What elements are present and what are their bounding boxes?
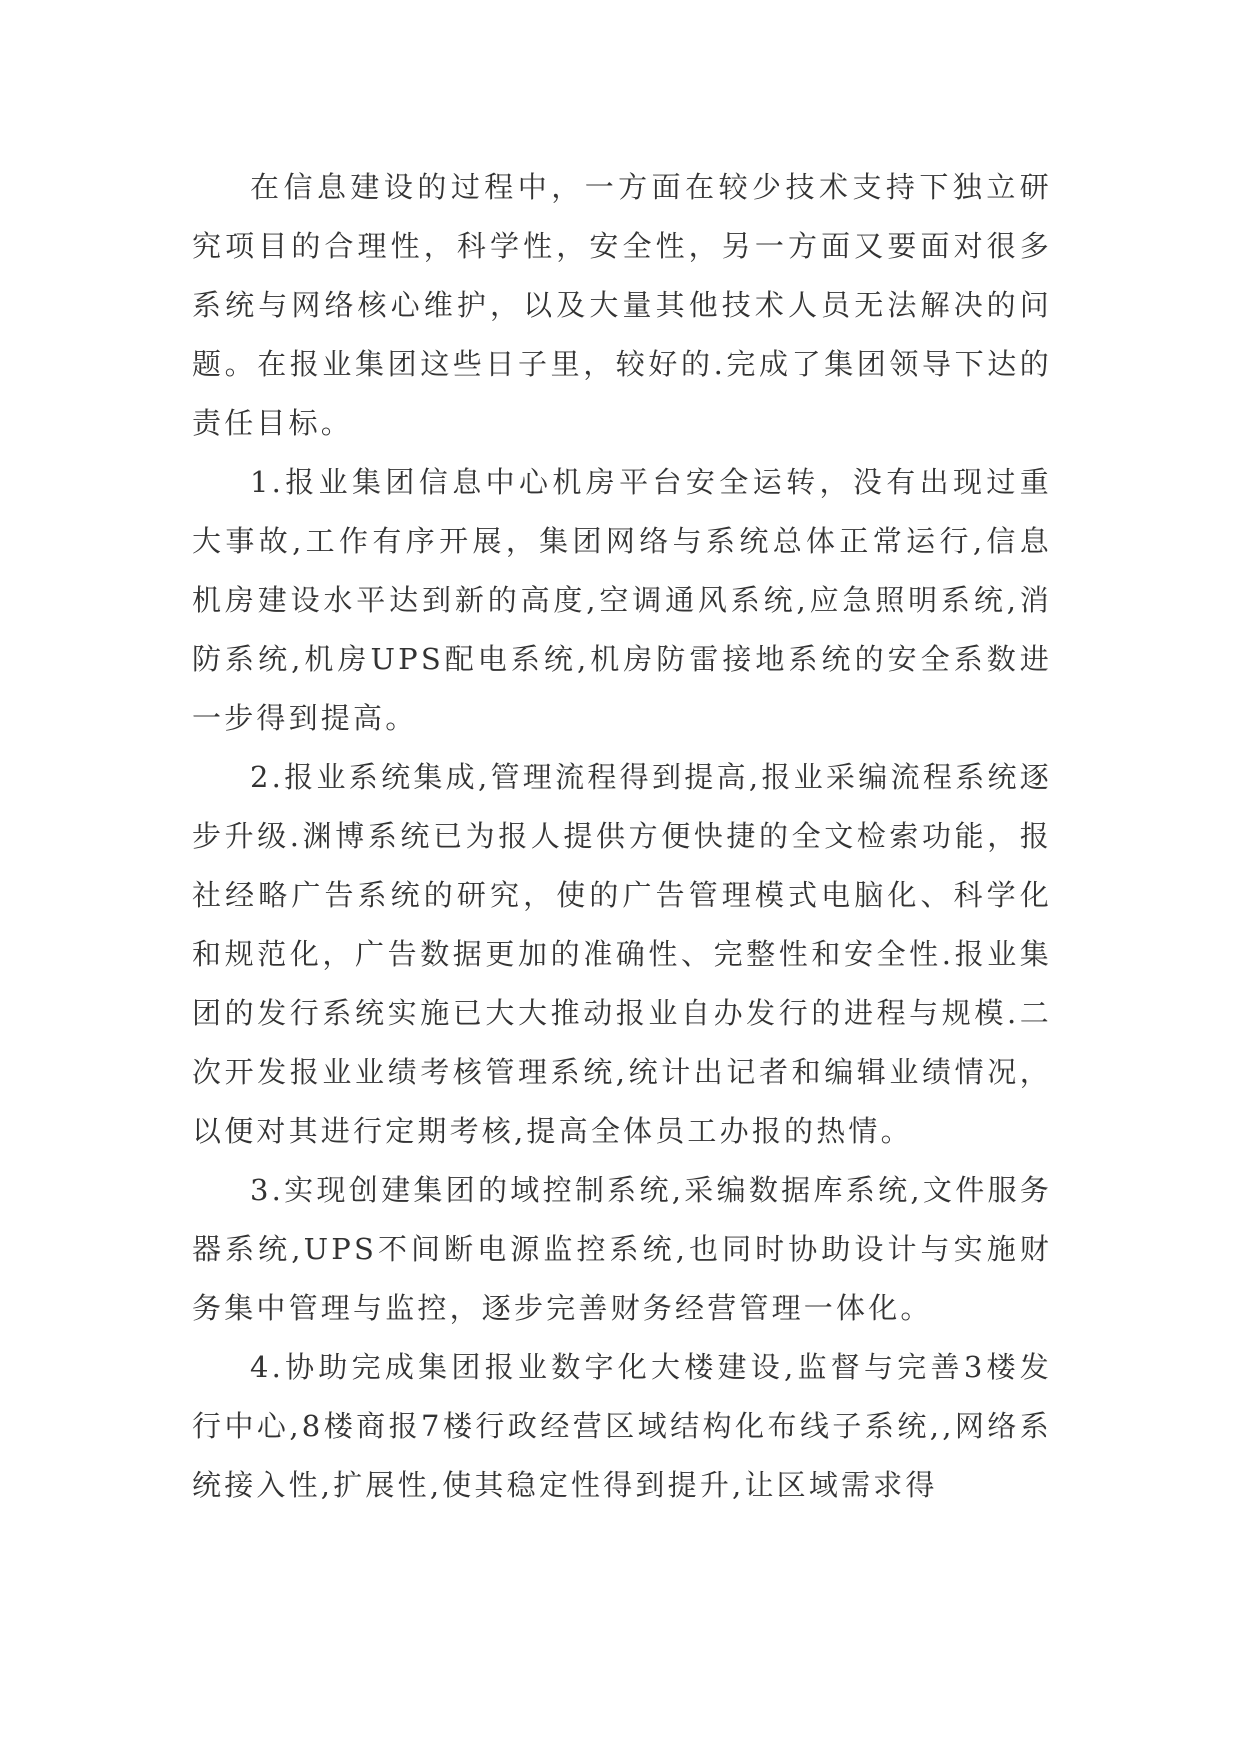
paragraph-intro: 在信息建设的过程中，一方面在较少技术支持下独立研究项目的合理性，科学性，安全性，另一方面又要面对很多系统与网络核心维护，以及大量其他技术人员无法解决的问题。在报业集团这些日子里，较好的.完成了集团领导下达的责任目标。 [192, 170, 1052, 440]
document-body [192, 158, 1052, 1515]
paragraph-item-4: 4.协助完成集团报业数字化大楼建设,监督与完善3楼发行中心,8楼商报7楼行政经营区域结构化布线子系统,,网络系统接入性,扩展性,使其稳定性得到提升,让区域需求得 [192, 1350, 1052, 1502]
paragraph-item-1: 1.报业集团信息中心机房平台安全运转，没有出现过重大事故,工作有序开展，集团网络与系统总体正常运行,信息机房建设水平达到新的高度,空调通风系统,应急照明系统,消防系统,机房UPS配电系统,机房防雷接地系统的安全系数进一步得到提高。 [192, 465, 1052, 735]
paragraph-item-2: 2.报业系统集成,管理流程得到提高,报业采编流程系统逐步升级.渊博系统已为报人提供方便快捷的全文检索功能，报社经略广告系统的研究，使的广告管理模式电脑化、科学化和规范化，广告数据更加的准确性、完整性和安全性.报业集团的发行系统实施已大大推动报业自办发行的进程与规模.二次开发报业业绩考核管理系统,统计出记者和编辑业绩情况，以便对其进行定期考核,提高全体员工办报的热情。 [192, 760, 1052, 1148]
paragraph-item-3: 3.实现创建集团的域控制系统,采编数据库系统,文件服务器系统,UPS不间断电源监控系统,也同时协助设计与实施财务集中管理与监控，逐步完善财务经营管理一体化。 [192, 1173, 1052, 1325]
